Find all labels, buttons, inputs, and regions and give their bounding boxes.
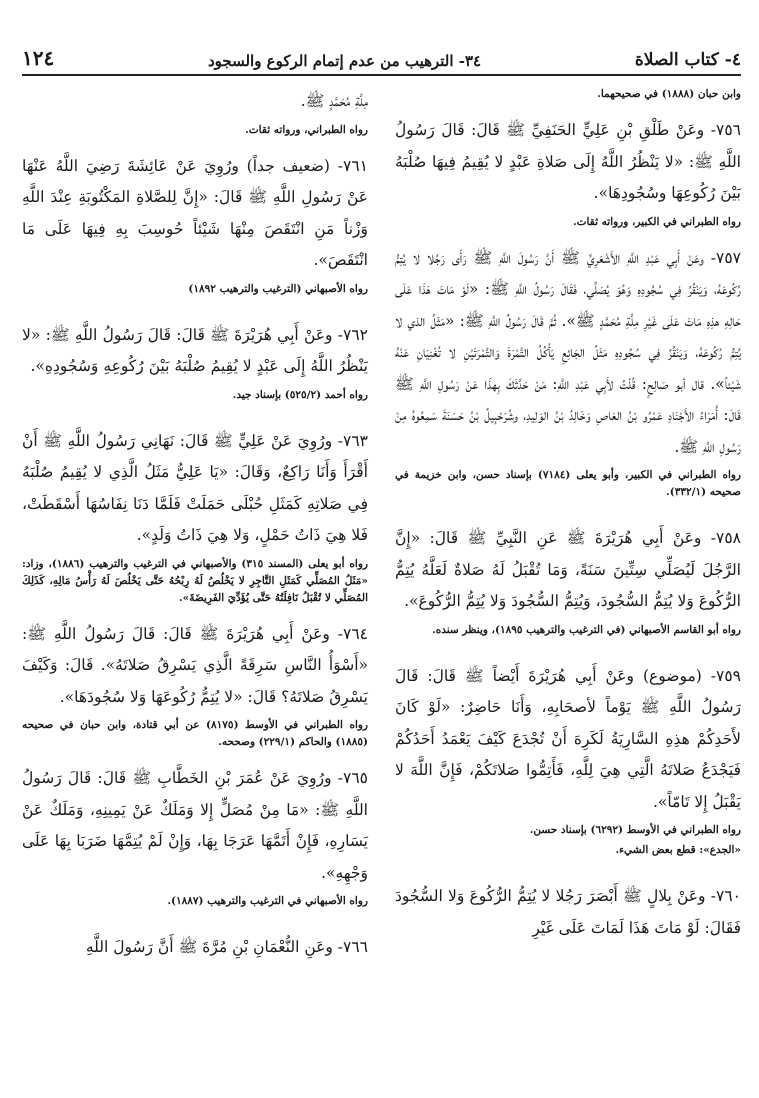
source-note: وابن حبان (١٨٨٨) في صحيحهما. <box>597 88 741 100</box>
chapter-title: ٣٤- الترهيب من عدم إتمام الركوع والسجود <box>207 52 482 70</box>
page-header <box>22 40 741 70</box>
source-note-762: رواه أحمد (٥٢٥/٢) بإسناد جيد. <box>232 388 368 401</box>
hadith-761: ٧٦١- (ضعيف جداً) ورُوِيَ عَنْ عَائِشَةَ رَضِيَ اللَّهُ عَنْهَا عَنْ رَسُولِ اللَّهِ ﷺ قَالَ: «إِنَّ لِلصَّلاةِ المَكْتُوبَةِ عِنْدَ اللَّهِ وَزْناً مَنِ انْتَقَصَ مِنْهَا شَيْئاً حُوسِبَ بِهِ فِيهَا عَلَى مَا انْتَقَصَ». <box>22 156 368 269</box>
right-column <box>395 86 741 944</box>
source-note-760: رواه الطبراني، ورواته ثقات. <box>245 123 368 136</box>
source-note-759: رواه الطبراني في الأوسط (٦٢٩٢) بإسناد حسن. <box>529 824 741 836</box>
hadith-759: ٧٥٩- (موضوع) وعَنْ أَبِي هُرَيْرَةَ أَيْضاً ﷺ قَالَ: قَالَ رَسُولُ اللَّهِ ﷺ يَوْماً لأصحَابِهِ، وَأَنَا حَاضِرٌ: «لَوْ كَانَ لأَحَدِكُمْ هذِهِ السَّارِيَةُ لَكَرِهَ أَنْ تُجْدَعَ كَيْفَ يَعْمَدُ أَحَدُكُمْ فَيَجْدَعُ صَلاتَهُ الَّتِي هِيَ لِلَّهِ، فَأَتِمُّوا صَلاتَكُمْ، فَإِنَّ اللَّهَ لا يَقْبَلُ إِلا تَامّاً». <box>395 666 741 811</box>
hadith-765: ٧٦٥- ورُوِيَ عَنْ عُمَرَ بْنِ الخَطَّابِ ﷺ قَالَ: قَالَ رَسُولُ اللَّهِ ﷺ: «مَا مِنْ مُصَلٍّ إِلا وَمَلَكٌ عَنْ يَمِينِهِ، وَمَلَكٌ عَنْ يَسَارِهِ، فَإِنْ أَتَمَّهَا عَرَجَا بِهَا، وَإِنْ لَمْ يُتِمَّهَا ضَرَبَا بِهَا عَلَى وَجْهِهِ». <box>22 769 368 882</box>
source-note-756: رواه الطبراني في الكبير، ورواته ثقات. <box>573 215 741 228</box>
hadith-763: ٧٦٣- ورُوِيَ عَنْ عَلِيٍّ ﷺ قَالَ: نَهَانِي رَسُولُ اللَّهِ ﷺ أَنْ أَقْرَأَ وَأَنَا رَاكِعٌ، وَقَالَ: «يَا عَلِيُّ مَثَلُ الَّذِي لا يُقِيمُ صُلْبَهُ فِي صَلاتِهِ كَمَثَلِ حُبْلَى حَمَلَتْ فَلَمَّا دَنَا نِفَاسُهَا أَسْقَطَتْ، فَلا هِيَ ذَاتُ حَمْلٍ، وَلا هِيَ ذَاتُ وَلَدٍ». <box>22 431 368 544</box>
source-note-758: رواه أبو القاسم الأصبهاني (في الترغيب والترهيب ١٨٩٥)، وينظر سنده. <box>432 623 741 636</box>
source-note-757: رواه الطبراني في الكبير، وأبو يعلى (٧١٨٤) بإسناد حسن، وابن خزيمة في صحيحه (٣٣٢/١). <box>395 469 742 498</box>
source-note-765: رواه الأصبهاني في الترغيب والترهيب (١٨٨٧). <box>167 895 368 907</box>
hadith-760: ٧٦٠- وعَنْ بِلالٍ ﷺ أَبْصَرَ رَجُلا لا يُتِمُّ الرُّكُوعَ وَلا السُّجُودَ فَقَالَ: لَوْ مَاتَ هَذَا لَمَاتَ عَلَى غَيْرِ <box>395 887 741 937</box>
gloss-note-759: «الجدع»: قطع بعض الشيء. <box>615 844 741 856</box>
source-note-763: رواه أبو يعلى (المسند ٣١٥) والأصبهاني في الترغيب والترهيب (١٨٨٦)، وزاد: «مَثَلُ المُصَلِّي كَمَثَلِ التَّاجِرِ لا يَخْلُصُ لَهُ رِبْحُهُ حَتَّى يَخْلُصَ لَهُ رَأْسُ مَالِهِ، كَذَلِكَ المُصَلِّي لا تُقْبَلُ نَافِلَتُهُ حَتَّى يُؤَدِّيَ الفَرِيضَةَ». <box>22 557 368 604</box>
left-column <box>22 86 368 964</box>
header-rule <box>22 74 741 76</box>
source-note-761: رواه الأصبهاني (الترغيب والترهيب ١٨٩٢) <box>188 282 368 295</box>
page-number: ١٢٤ <box>22 46 55 70</box>
source-note-764: رواه الطبراني في الأوسط (٨١٧٥) عن أبي قتادة، وابن حبان في صحيحه (١٨٨٥) والحاكم (٢٢٩/١) وصححه. <box>22 719 369 748</box>
hadith-758: ٧٥٨- وعَنْ أَبِي هُرَيْرَةَ ﷺ عَنِ النَّبِيِّ ﷺ قَالَ: «إِنَّ الرَّجُلَ لَيُصَلِّي سِتِّينَ سَنَةً، وَمَا تُقْبَلُ لَهُ صَلاةٌ لَعَلَّهُ يُتِمُّ الرُّكُوعَ وَلا يُتِمُّ السُّجُودَ، وَيُتِمُّ السُّجُودَ وَلا يُتِمُّ الرُّكُوعَ». <box>395 529 741 610</box>
hadith-762: ٧٦٢- وعَنْ أَبِي هُرَيْرَةَ ﷺ قَالَ: قَالَ رَسُولُ اللَّهِ ﷺ: «لا يَنْظُرُ اللَّهُ إِلَى عَبْدٍ لا يُقِيمُ صُلْبَهُ بَيْنَ رُكُوعِهِ وَسُجُودِهِ». <box>22 325 368 375</box>
book-title: ٤- كتاب الصلاة <box>634 50 741 70</box>
hadith-756: ٧٥٦- وعَنْ طَلْقِ بْنِ عَلِيٍّ الحَنَفِيِّ ﷺ قَالَ: قَالَ رَسُولُ اللَّهِ ﷺ: «لا يَنْظُرُ اللَّهُ إِلَى صَلاةِ عَبْدٍ لا يُقِيمُ فِيهَا صُلْبَهُ بَيْنَ رُكُوعِهَا وسُجُودِهَا». <box>395 121 741 202</box>
hadith-764: ٧٦٤- وعَنْ أَبِي هُرَيْرَةَ ﷺ قَالَ: قَالَ رَسُولُ اللَّهِ ﷺ: «أَسْوَأُ النَّاسِ سَرِقَةً الَّذِي يَسْرِقُ صَلاتَهُ». قَالَ: وَكَيْفَ يَسْرِقُ صَلاتَهُ؟ قَالَ: «لا يُتِمُّ رُكُوعَهَا وَلا سُجُودَهَا». <box>22 624 368 706</box>
hadith-760-continuation: مِلَّةِ مُحَمَّدٍ ﷺ. <box>300 92 368 110</box>
hadith-766: ٧٦٦- وعَنِ النُّعْمَانِ بْنِ مُرَّةَ ﷺ أَنَّ رَسُولَ اللَّهِ <box>85 938 368 956</box>
hadith-757: ٧٥٧- وعَنْ أَبِي عَبْدِ اللَّهِ الأَشْعَرِيِّ ﷺ أَنَّ رَسُولَ اللَّهِ ﷺ رَأَى رَجُلا لا يُتِمُّ رُكُوعَهُ، وَيَنْقُرُ فِي سُجُودِهِ وَهُوَ يُصَلِّي، فَقَالَ رَسُولُ اللَّهِ ﷺ: «لَوْ مَاتَ هَذَا عَلَى حَالِهِ هذِهِ مَاتَ عَلَى غَيْرِ مِلَّةِ مُحَمَّدٍ ﷺ». ثُمَّ قَالَ رَسُولُ اللَّهِ ﷺ: «مَثَلُ الذي لا يُتِمُّ رُكُوعَهُ، وَيَنْقُرُ فِي سُجُودِهِ مَثَلُ الجَائِعِ يَأْكُلُ التَّمْرَةَ وَالتَّمْرَتَيْنِ لا تُغْنِيَانِ عَنْهُ شَيْئاً». قال أبو صَالِحٍ: قُلْتُ لأَبِي عَبْدِ اللَّهِ: مَنْ حَدَّثَكَ بِهذَا عَنْ رَسُولِ اللَّهِ ﷺ قَالَ: أُمَرَاءُ الأَجْنَادِ عَمْرُو بْنُ العَاصِ وَخَالِدُ بْنُ الوَلِيدِ، وشُرَحْبِيلُ بْنُ حَسَنَةَ سَمِعُوهُ مِنْ رَسُولِ اللَّهِ ﷺ. <box>395 248 741 456</box>
